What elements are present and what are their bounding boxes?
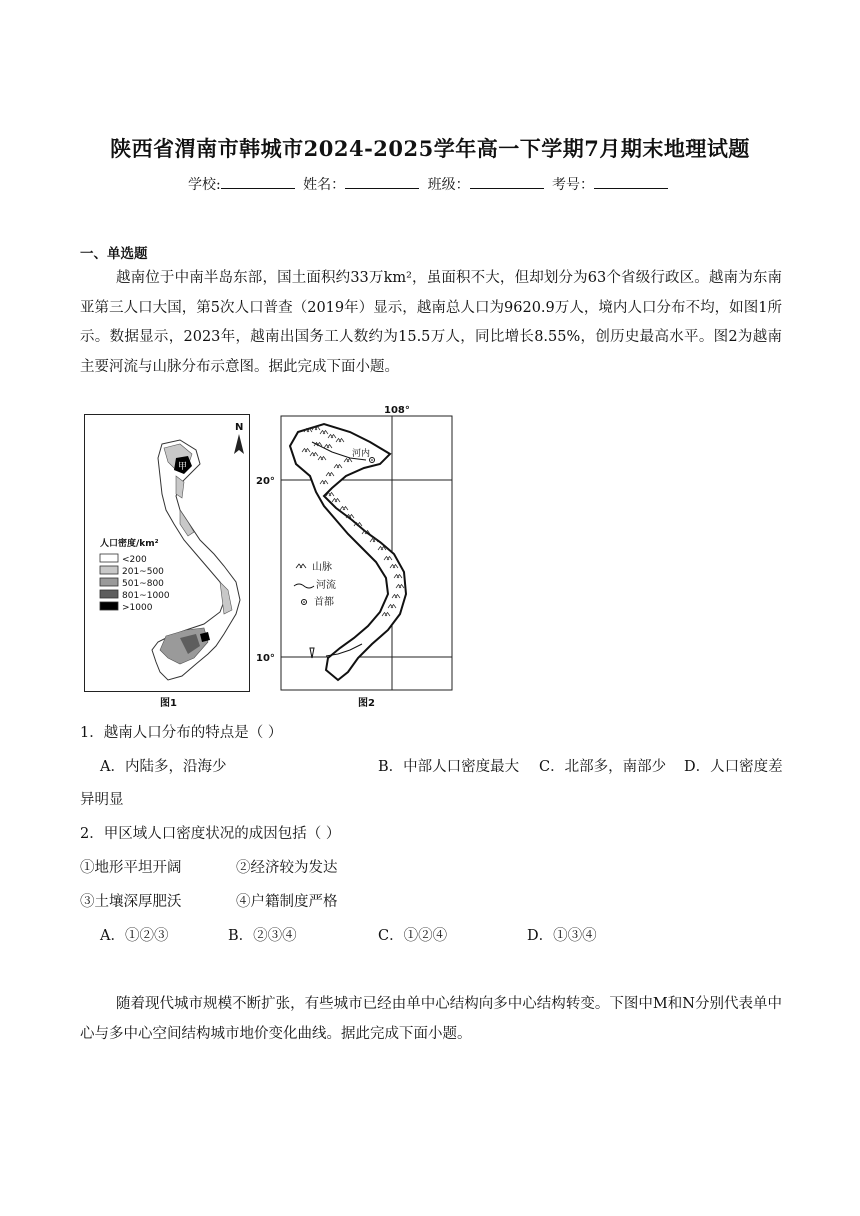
legend-swatch — [100, 566, 118, 574]
figure-2-map-svg — [254, 402, 458, 694]
legend-swatch — [100, 590, 118, 598]
legend-swatch — [100, 578, 118, 586]
q2-item-2: ②经济较为发达 — [236, 860, 338, 876]
section-title: 一、单选题 — [80, 246, 148, 262]
legend-label: 801~1000 — [122, 591, 170, 601]
latitude-20-label: 20° — [256, 476, 275, 487]
legend-label: <200 — [122, 555, 147, 565]
q2-option-c[interactable]: C．①②④ — [378, 928, 448, 944]
q1-option-b[interactable]: B．中部人口密度最大 — [378, 759, 520, 775]
name-label: 姓名： — [303, 177, 346, 193]
figure-2-river-mountain-map — [254, 402, 458, 694]
figure-1-caption: 图1 — [160, 698, 177, 709]
longitude-label: 108° — [384, 405, 410, 416]
school-label: 学校: — [187, 177, 221, 193]
legend-capital-label: 首都 — [314, 597, 334, 608]
legend-label: 201~500 — [122, 567, 164, 577]
question-1-stem: 1．越南人口分布的特点是（ ） — [80, 725, 283, 741]
q1-option-d[interactable]: D．人口密度差 — [684, 759, 783, 775]
exam-no-label: 考号： — [552, 177, 595, 193]
q2-option-a[interactable]: A．①②③ — [100, 928, 169, 944]
q2-option-b[interactable]: B．②③④ — [228, 928, 297, 944]
question-2-stem: 2．甲区域人口密度状况的成因包括（ ） — [80, 826, 341, 842]
figure-1-population-map — [84, 414, 250, 692]
passage-city-structure: 随着现代城市规模不断扩张，有些城市已经由单中心结构向多中心结构转变。下图中M和N分别代表单中心与多中心空间结构城市地价变化曲线。据此完成下面小题。 — [80, 996, 782, 1042]
q1-option-a[interactable]: A．内陆多，沿海少 — [100, 759, 227, 775]
legend-mountain-label: 山脉 — [312, 562, 332, 573]
q2-item-1: ①地形平坦开阔 — [80, 860, 182, 876]
name-blank[interactable] — [345, 175, 419, 189]
student-info-line — [0, 174, 860, 194]
figure-2-caption: 图2 — [358, 698, 375, 709]
q1-option-d-wrap: 异明显 — [80, 792, 124, 808]
latitude-10-label: 10° — [256, 653, 275, 664]
legend-label: >1000 — [122, 603, 153, 613]
exam-no-blank[interactable] — [594, 175, 668, 189]
capital-label: 河内 — [352, 449, 371, 459]
legend-swatch — [100, 602, 118, 610]
svg-text:N: N — [235, 422, 244, 433]
q2-item-4: ④户籍制度严格 — [236, 894, 338, 910]
legend-title: 人口密度/km² — [100, 539, 159, 549]
q2-option-d[interactable]: D．①③④ — [527, 928, 597, 944]
school-blank[interactable] — [221, 175, 295, 189]
figure-1-map-svg — [84, 414, 250, 692]
q1-option-c[interactable]: C．北部多，南部少 — [539, 759, 667, 775]
legend-river-label: 河流 — [316, 580, 336, 591]
passage-vietnam: 越南位于中南半岛东部，国土面积约33万km²，虽面积不大，但却划分为63个省级行政区。越南为东南亚第三人口大国，第5次人口普查（2019年）显示，越南总人口为9620.9万人，境内人口分布不均，如图1所示。数据显示，2023年，越南出国务工人数约为15.5万人，同比增长8.55%，创历史最高水平。图2为越南主要河流与山脉分布示意图。据此完成下面小题。 — [80, 270, 782, 375]
class-blank[interactable] — [470, 175, 544, 189]
legend-label: 501~800 — [122, 579, 164, 589]
region-jia-label: 甲 — [178, 462, 188, 472]
q2-item-3: ③土壤深厚肥沃 — [80, 894, 182, 910]
class-label: 班级： — [427, 177, 470, 193]
page-title: 陕西省渭南市韩城市2024-2025学年高一下学期7月期末地理试题 — [110, 136, 750, 161]
legend-swatch — [100, 554, 118, 562]
